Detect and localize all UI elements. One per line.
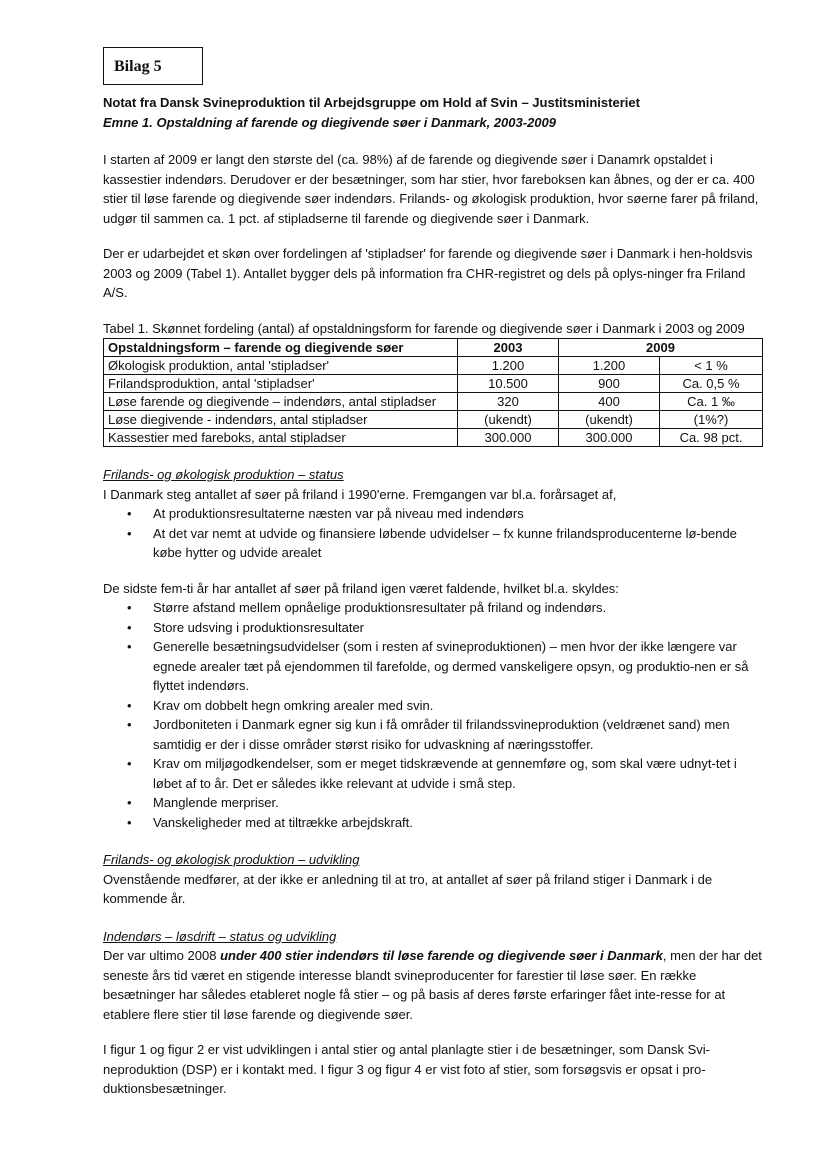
- list-item: • Krav om dobbelt hegn omkring arealer med svin.: [153, 696, 763, 716]
- section-text: Ovenstående medfører, at der ikke er anledning til at tro, at antallet af søer på friland stiger i Danmark i de kommende år.: [103, 871, 713, 906]
- section-text-indoor: [103, 946, 763, 1024]
- list-item: • Større afstand mellem opnåelige produktionsresultater på friland og indendørs.: [153, 598, 763, 618]
- list-item: • Krav om miljøgodkendelser, som er meget tidskrævende at gennemføre og, som skal være udnyt-tet i løbet af to år. Det er således ikke relevant at udvide i små step.: [153, 754, 763, 793]
- table-cell: Løse farende og diegivende – indendørs, antal stipladser: [104, 393, 458, 411]
- section-heading-status: Frilands- og økologisk produktion – status: [103, 467, 344, 482]
- intro-paragraph-1: I starten af 2009 er langt den største del (ca. 98%) af de farende og diegivende søer i Danamrk opstaldet i kassestier indendørs. Derudover er der besætninger, som har stier, hvor fareboksen kan åbnes, og der er ca. 400 stier til løse farende og diegivende søer indendørs. Frilands- og økologisk produktion, hvor søerne farer på friland, udgør til sammen ca. 1 pct. af stipladserne til farende og diegivende søer i Danmark.: [103, 152, 759, 226]
- table-cell: 10.500: [458, 375, 559, 393]
- table-cell: Kassestier med fareboks, antal stipladser: [104, 429, 458, 447]
- table-cell: (ukendt): [559, 411, 660, 429]
- list-item: • Generelle besætningsudvidelser (som i resten af svineproduktionen) – men hvor der ikke længere var egnede arealer tæt på ejendommen til farefolde, og dermed vanskeligere opsyn, og produktio-nen er så flyttet indendørs.: [153, 637, 763, 696]
- table-cell: Løse diegivende - indendørs, antal stipladser: [104, 411, 458, 429]
- stalling-table: [103, 338, 763, 447]
- text-run: , men der har det seneste års tid været en stigende interesse blandt svineproducenter for farestier til løse søer. En række besætninger har således etableret nogle få stier – og på basis af deres første erfaringer fået inte-resse for at etablere flere stier til løse farende og diegivende søer.: [103, 948, 762, 1022]
- section-text: De sidste fem-ti år har antallet af søer på friland igen været faldende, hvilket bl.a. skyldes:: [103, 580, 619, 596]
- table-cell: 300.000: [559, 429, 660, 447]
- table-cell: Ca. 0,5 %: [660, 375, 763, 393]
- list-item: • Vanskeligheder med at tiltrække arbejdskraft.: [153, 813, 763, 833]
- document-page: [103, 47, 763, 1099]
- list-item: • At det var nemt at udvide og finansiere løbende udvidelser – fx kunne frilandsproducenterne lø-bende købe hytter og udvide arealet: [153, 524, 763, 563]
- section-heading-development: Frilands- og økologisk produktion – udvikling: [103, 852, 360, 867]
- table-row: [104, 393, 763, 411]
- table-header-2003: 2003: [458, 339, 559, 357]
- table-cell: Ca. 1 ‰: [660, 393, 763, 411]
- table-row: [104, 411, 763, 429]
- intro-paragraph-2: Der er udarbejdet et skøn over fordelingen af 'stipladser' for farende og diegivende søer i Danmark i hen-holdsvis 2003 og 2009 (Tabel 1). Antallet bygger dels på information fra CHR-registret og dels på oplys-ninger fra Friland A/S.: [103, 246, 753, 300]
- list-item: • Jordboniteten i Danmark egner sig kun i få områder til frilandssvineproduktion (veldrænet sand) men samtidig er der i disse områder størst risiko for udvaskning af næringsstoffer.: [153, 715, 763, 754]
- table-cell: 1.200: [458, 357, 559, 375]
- list-item: • At produktionsresultaterne næsten var på niveau med indendørs: [153, 504, 763, 524]
- bullet-list: [103, 504, 763, 563]
- emphasis-text: under 400 stier indendørs til løse farende og diegivende søer i Danmark: [220, 948, 663, 963]
- table-cell: Ca. 98 pct.: [660, 429, 763, 447]
- table-cell: (1%?): [660, 411, 763, 429]
- table-row: [104, 357, 763, 375]
- table-caption: Tabel 1. Skønnet fordeling (antal) af opstaldningsform for farende og diegivende søer i Danmark i 2003 og 2009: [103, 320, 745, 336]
- table-cell: 320: [458, 393, 559, 411]
- document-subtitle: Emne 1. Opstaldning af farende og diegivende søer i Danmark, 2003-2009: [103, 114, 556, 130]
- table-header-form: Opstaldningsform – farende og diegivende søer: [104, 339, 458, 357]
- list-item: • Manglende merpriser.: [153, 793, 763, 813]
- table-cell: Økologisk produktion, antal 'stipladser': [104, 357, 458, 375]
- appendix-label: Bilag 5: [103, 47, 203, 85]
- text-run: Der var ultimo 2008: [103, 948, 221, 963]
- table-cell: 300.000: [458, 429, 559, 447]
- closing-paragraph: I figur 1 og figur 2 er vist udviklingen i antal stier og antal planlagte stier i de besætninger, som Dansk Svi-neproduktion (DSP) er i kontakt med. I figur 3 og figur 4 er vist foto af stier, som forsøgsvis er opsat i pro-duktionsbesætninger.: [103, 1042, 710, 1096]
- list-item: • Store udsving i produktionsresultater: [153, 618, 763, 638]
- table-cell: 1.200: [559, 357, 660, 375]
- table-cell: Frilandsproduktion, antal 'stipladser': [104, 375, 458, 393]
- table-cell: 400: [559, 393, 660, 411]
- table-row: [104, 429, 763, 447]
- table-cell: (ukendt): [458, 411, 559, 429]
- table-cell: < 1 %: [660, 357, 763, 375]
- table-cell: 900: [559, 375, 660, 393]
- table-row: [104, 375, 763, 393]
- section-heading-indoor: Indendørs – løsdrift – status og udvikling: [103, 928, 337, 944]
- section-text: I Danmark steg antallet af søer på friland i 1990'erne. Fremgangen var bl.a. forårsaget af,: [103, 486, 617, 502]
- bullet-list: [103, 598, 763, 832]
- table-header-row: [104, 339, 763, 357]
- document-title: Notat fra Dansk Svineproduktion til Arbejdsgruppe om Hold af Svin – Justitsministeriet: [103, 95, 640, 110]
- table-header-2009: 2009: [559, 339, 763, 357]
